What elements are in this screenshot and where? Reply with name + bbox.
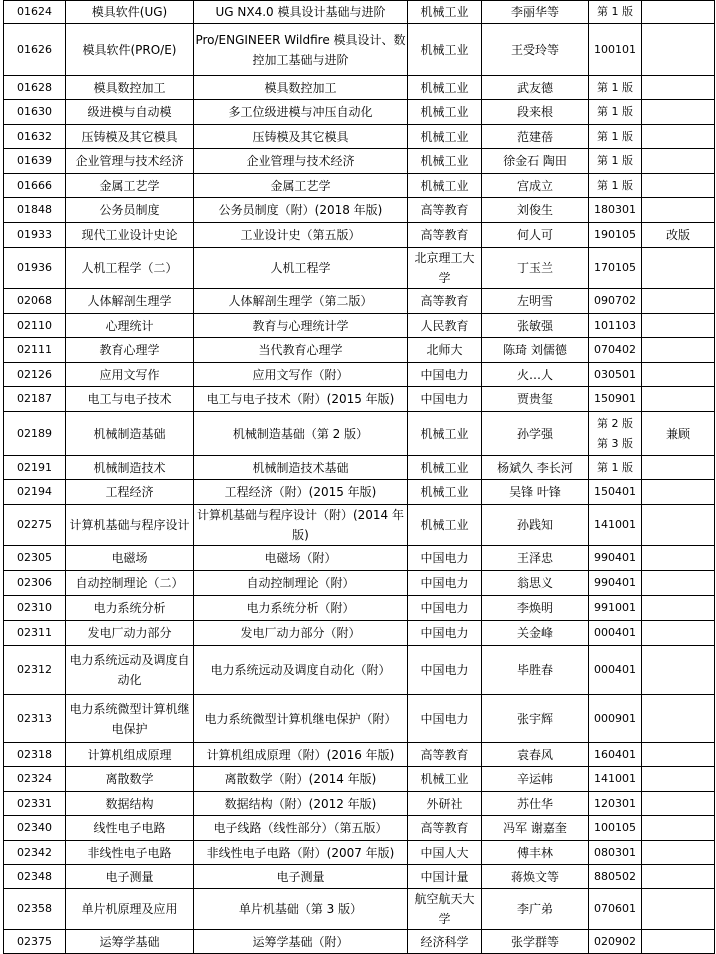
edition-cell: 第 1 版	[589, 149, 642, 174]
publisher-cell: 机械工业	[408, 149, 482, 174]
edition-cell	[589, 412, 642, 456]
table-row	[4, 571, 715, 596]
edition-cell: 070601	[589, 889, 642, 930]
author-cell: 贾贵玺	[482, 387, 589, 412]
note-cell	[642, 743, 715, 767]
textbook-title-cell: 多工位级进模与冲压自动化	[194, 100, 408, 125]
edition-cell: 100105	[589, 816, 642, 841]
course-name-cell: 计算机基础与程序设计	[66, 505, 194, 546]
edition-cell: 第 1 版	[589, 1, 642, 24]
author-cell: 王泽忠	[482, 546, 589, 571]
course-code-cell: 02068	[4, 289, 66, 314]
note-cell	[642, 767, 715, 792]
textbook-title-cell: 工业设计史（第五版）	[194, 223, 408, 248]
textbook-title-cell: 电力系统分析（附）	[194, 596, 408, 621]
edition-cell: 第 1 版	[589, 456, 642, 480]
publisher-cell: 外研社	[408, 792, 482, 816]
course-name-cell: 机械制造技术	[66, 456, 194, 480]
author-cell: 孙学强	[482, 412, 589, 456]
publisher-cell: 高等教育	[408, 198, 482, 223]
course-name-cell: 企业管理与技术经济	[66, 149, 194, 174]
textbook-title-cell: 机械制造技术基础	[194, 456, 408, 480]
course-code-cell: 02305	[4, 546, 66, 571]
note-cell	[642, 314, 715, 338]
author-cell: 袁春风	[482, 743, 589, 767]
course-code-cell: 02187	[4, 387, 66, 412]
note-cell	[642, 646, 715, 695]
textbook-title-cell: UG NX4.0 模具设计基础与进阶	[194, 1, 408, 24]
note-cell	[642, 816, 715, 841]
note-cell	[642, 505, 715, 546]
course-code-cell: 02110	[4, 314, 66, 338]
publisher-cell: 高等教育	[408, 289, 482, 314]
note-cell	[642, 865, 715, 889]
course-code-cell: 02312	[4, 646, 66, 695]
publisher-cell: 机械工业	[408, 24, 482, 76]
author-cell: 毕胜春	[482, 646, 589, 695]
author-cell: 火…人	[482, 363, 589, 387]
publisher-cell: 中国人大	[408, 841, 482, 865]
edition-cell: 141001	[589, 505, 642, 546]
author-cell: 冯军 谢嘉奎	[482, 816, 589, 841]
edition-cell: 880502	[589, 865, 642, 889]
note-cell	[642, 571, 715, 596]
edition-cell: 990401	[589, 546, 642, 571]
edition-cell: 000401	[589, 621, 642, 646]
edition-line: 第 2 版	[597, 416, 633, 430]
textbook-title-cell: 发电厂动力部分（附）	[194, 621, 408, 646]
author-cell: 左明雪	[482, 289, 589, 314]
publisher-cell: 中国电力	[408, 546, 482, 571]
note-cell	[642, 841, 715, 865]
publisher-cell: 中国电力	[408, 621, 482, 646]
edition-cell: 第 1 版	[589, 76, 642, 100]
table-row	[4, 412, 715, 456]
table-row	[4, 841, 715, 865]
textbook-title-cell: 自动控制理论（附）	[194, 571, 408, 596]
note-cell	[642, 792, 715, 816]
course-code-cell: 01624	[4, 1, 66, 24]
course-code-cell: 02191	[4, 456, 66, 480]
author-cell: 徐金石 陶田	[482, 149, 589, 174]
textbook-title-cell: 离散数学（附）(2014 年版)	[194, 767, 408, 792]
table-row	[4, 338, 715, 363]
publisher-cell: 中国电力	[408, 387, 482, 412]
publisher-cell: 中国电力	[408, 695, 482, 743]
table-row	[4, 695, 715, 743]
note-cell	[642, 149, 715, 174]
edition-cell: 100101	[589, 24, 642, 76]
textbook-title-cell: 金属工艺学	[194, 174, 408, 198]
note-cell	[642, 930, 715, 954]
publisher-cell: 机械工业	[408, 480, 482, 505]
course-name-cell: 人体解剖生理学	[66, 289, 194, 314]
edition-cell: 080301	[589, 841, 642, 865]
edition-cell: 020902	[589, 930, 642, 954]
course-code-cell: 02375	[4, 930, 66, 954]
edition-cell: 141001	[589, 767, 642, 792]
course-name-cell: 现代工业设计史论	[66, 223, 194, 248]
table-row	[4, 198, 715, 223]
note-cell	[642, 596, 715, 621]
publisher-cell: 北京理工大学	[408, 248, 482, 289]
publisher-cell: 机械工业	[408, 76, 482, 100]
edition-cell: 000401	[589, 646, 642, 695]
publisher-cell: 中国计量	[408, 865, 482, 889]
table-row	[4, 76, 715, 100]
textbook-title-cell: 电力系统远动及调度自动化（附）	[194, 646, 408, 695]
table-row	[4, 248, 715, 289]
textbook-title-cell: 当代教育心理学	[194, 338, 408, 363]
textbook-title-cell: Pro/ENGINEER Wildfire 模具设计、数控加工基础与进阶	[194, 24, 408, 76]
textbook-title-cell: 电子线路（线性部分）（第五版）	[194, 816, 408, 841]
note-cell	[642, 248, 715, 289]
table-row	[4, 223, 715, 248]
course-name-cell: 离散数学	[66, 767, 194, 792]
publisher-cell: 航空航天大学	[408, 889, 482, 930]
note-cell	[642, 889, 715, 930]
publisher-cell: 机械工业	[408, 1, 482, 24]
course-name-cell: 压铸模及其它模具	[66, 125, 194, 149]
textbook-title-cell: 电磁场（附）	[194, 546, 408, 571]
note-cell	[642, 198, 715, 223]
course-name-cell: 计算机组成原理	[66, 743, 194, 767]
textbook-title-cell: 计算机基础与程序设计（附）(2014 年版)	[194, 505, 408, 546]
publisher-cell: 中国电力	[408, 571, 482, 596]
textbook-title-cell: 企业管理与技术经济	[194, 149, 408, 174]
note-cell	[642, 546, 715, 571]
textbook-title-cell: 单片机基础（第 3 版）	[194, 889, 408, 930]
note-cell	[642, 1, 715, 24]
course-code-cell: 01628	[4, 76, 66, 100]
course-name-cell: 电子测量	[66, 865, 194, 889]
table-row	[4, 387, 715, 412]
note-cell	[642, 363, 715, 387]
textbook-title-cell: 电子测量	[194, 865, 408, 889]
course-name-cell: 人机工程学（二）	[66, 248, 194, 289]
note-cell	[642, 76, 715, 100]
publisher-cell: 经济科学	[408, 930, 482, 954]
course-name-cell: 工程经济	[66, 480, 194, 505]
edition-line: 第 3 版	[597, 436, 633, 450]
course-name-cell: 模具软件(PRO/E)	[66, 24, 194, 76]
course-name-cell: 公务员制度	[66, 198, 194, 223]
edition-cell: 160401	[589, 743, 642, 767]
author-cell: 翁思义	[482, 571, 589, 596]
course-code-cell: 02340	[4, 816, 66, 841]
textbook-title-cell: 计算机组成原理（附）(2016 年版)	[194, 743, 408, 767]
edition-cell: 030501	[589, 363, 642, 387]
course-name-cell: 模具数控加工	[66, 76, 194, 100]
textbook-title-cell: 机械制造基础（第 2 版）	[194, 412, 408, 456]
publisher-cell: 高等教育	[408, 223, 482, 248]
edition-cell: 第 1 版	[589, 125, 642, 149]
course-name-cell: 机械制造基础	[66, 412, 194, 456]
edition-cell: 190105	[589, 223, 642, 248]
course-code-cell: 02311	[4, 621, 66, 646]
note-cell: 兼顾	[642, 412, 715, 456]
note-cell	[642, 456, 715, 480]
note-cell	[642, 387, 715, 412]
note-cell	[642, 338, 715, 363]
publisher-cell: 机械工业	[408, 456, 482, 480]
table-row	[4, 480, 715, 505]
textbook-title-cell: 公务员制度（附）(2018 年版)	[194, 198, 408, 223]
edition-cell: 990401	[589, 571, 642, 596]
author-cell: 李丽华等	[482, 1, 589, 24]
note-cell	[642, 174, 715, 198]
textbook-title-cell: 人体解剖生理学（第二版）	[194, 289, 408, 314]
edition-cell: 000901	[589, 695, 642, 743]
author-cell: 张学群等	[482, 930, 589, 954]
publisher-cell: 中国电力	[408, 596, 482, 621]
table-row	[4, 1, 715, 24]
author-cell: 段来根	[482, 100, 589, 125]
table-row	[4, 24, 715, 76]
course-code-cell: 02342	[4, 841, 66, 865]
edition-cell: 090702	[589, 289, 642, 314]
edition-cell: 150401	[589, 480, 642, 505]
author-cell: 武友德	[482, 76, 589, 100]
table-row	[4, 816, 715, 841]
course-name-cell: 教育心理学	[66, 338, 194, 363]
course-name-cell: 心理统计	[66, 314, 194, 338]
course-name-cell: 应用文写作	[66, 363, 194, 387]
note-cell	[642, 480, 715, 505]
course-code-cell: 01848	[4, 198, 66, 223]
author-cell: 丁玉兰	[482, 248, 589, 289]
course-code-cell: 02358	[4, 889, 66, 930]
course-code-cell: 02318	[4, 743, 66, 767]
table-row	[4, 100, 715, 125]
textbook-title-cell: 运筹学基础（附）	[194, 930, 408, 954]
table-row	[4, 363, 715, 387]
textbook-title-cell: 数据结构（附）(2012 年版)	[194, 792, 408, 816]
course-name-cell: 线性电子电路	[66, 816, 194, 841]
course-name-cell: 数据结构	[66, 792, 194, 816]
course-name-cell: 发电厂动力部分	[66, 621, 194, 646]
course-name-cell: 模具软件(UG)	[66, 1, 194, 24]
course-code-cell: 01666	[4, 174, 66, 198]
author-cell: 辛运帏	[482, 767, 589, 792]
table-row	[4, 174, 715, 198]
author-cell: 苏仕华	[482, 792, 589, 816]
table-row	[4, 743, 715, 767]
table-row	[4, 767, 715, 792]
table-row	[4, 646, 715, 695]
table-row	[4, 621, 715, 646]
author-cell: 陈琦 刘儒德	[482, 338, 589, 363]
edition-cell: 070402	[589, 338, 642, 363]
author-cell: 杨斌久 李长河	[482, 456, 589, 480]
course-name-cell: 非线性电子电路	[66, 841, 194, 865]
edition-cell: 180301	[589, 198, 642, 223]
textbook-title-cell: 应用文写作（附）	[194, 363, 408, 387]
textbook-title-cell: 教育与心理统计学	[194, 314, 408, 338]
course-code-cell: 02189	[4, 412, 66, 456]
table-row	[4, 505, 715, 546]
publisher-cell: 机械工业	[408, 125, 482, 149]
course-name-cell: 金属工艺学	[66, 174, 194, 198]
publisher-cell: 机械工业	[408, 100, 482, 125]
edition-cell: 150901	[589, 387, 642, 412]
author-cell: 宫成立	[482, 174, 589, 198]
textbook-title-cell: 人机工程学	[194, 248, 408, 289]
table-body	[4, 1, 715, 954]
course-code-cell: 02313	[4, 695, 66, 743]
course-code-cell: 02331	[4, 792, 66, 816]
table-row	[4, 546, 715, 571]
publisher-cell: 高等教育	[408, 816, 482, 841]
course-code-cell: 02310	[4, 596, 66, 621]
edition-cell: 101103	[589, 314, 642, 338]
edition-cell: 170105	[589, 248, 642, 289]
course-name-cell: 电力系统分析	[66, 596, 194, 621]
course-code-cell: 02348	[4, 865, 66, 889]
author-cell: 刘俊生	[482, 198, 589, 223]
textbook-title-cell: 电工与电子技术（附）(2015 年版)	[194, 387, 408, 412]
publisher-cell: 机械工业	[408, 767, 482, 792]
author-cell: 王受玲等	[482, 24, 589, 76]
table-row	[4, 596, 715, 621]
note-cell	[642, 621, 715, 646]
table-row	[4, 289, 715, 314]
publisher-cell: 人民教育	[408, 314, 482, 338]
edition-cell: 第 1 版	[589, 174, 642, 198]
textbook-title-cell: 模具数控加工	[194, 76, 408, 100]
course-code-cell: 01632	[4, 125, 66, 149]
note-cell	[642, 695, 715, 743]
course-name-cell: 运筹学基础	[66, 930, 194, 954]
edition-cell: 第 1 版	[589, 100, 642, 125]
course-name-cell: 电磁场	[66, 546, 194, 571]
textbook-title-cell: 非线性电子电路（附）(2007 年版)	[194, 841, 408, 865]
table-row	[4, 865, 715, 889]
publisher-cell: 高等教育	[408, 743, 482, 767]
course-code-cell: 01933	[4, 223, 66, 248]
author-cell: 张宇辉	[482, 695, 589, 743]
course-code-cell: 01936	[4, 248, 66, 289]
publisher-cell: 机械工业	[408, 505, 482, 546]
course-code-cell: 02306	[4, 571, 66, 596]
author-cell: 范建蓓	[482, 125, 589, 149]
course-code-cell: 02275	[4, 505, 66, 546]
course-name-cell: 自动控制理论（二）	[66, 571, 194, 596]
publisher-cell: 北师大	[408, 338, 482, 363]
textbook-title-cell: 电力系统微型计算机继电保护（附）	[194, 695, 408, 743]
course-name-cell: 级进模与自动模	[66, 100, 194, 125]
author-cell: 李广弟	[482, 889, 589, 930]
author-cell: 蒋焕文等	[482, 865, 589, 889]
edition-cell: 991001	[589, 596, 642, 621]
table-row	[4, 149, 715, 174]
course-code-cell: 02194	[4, 480, 66, 505]
textbook-title-cell: 工程经济（附）(2015 年版)	[194, 480, 408, 505]
publisher-cell: 机械工业	[408, 412, 482, 456]
textbook-table	[3, 0, 715, 954]
author-cell: 关金峰	[482, 621, 589, 646]
table-row	[4, 456, 715, 480]
note-cell: 改版	[642, 223, 715, 248]
table-row	[4, 889, 715, 930]
course-code-cell: 01639	[4, 149, 66, 174]
note-cell	[642, 100, 715, 125]
publisher-cell: 中国电力	[408, 363, 482, 387]
course-name-cell: 电工与电子技术	[66, 387, 194, 412]
course-code-cell: 02324	[4, 767, 66, 792]
course-code-cell: 01626	[4, 24, 66, 76]
author-cell: 李焕明	[482, 596, 589, 621]
course-name-cell: 电力系统微型计算机继电保护	[66, 695, 194, 743]
author-cell: 孙践知	[482, 505, 589, 546]
author-cell: 傅丰林	[482, 841, 589, 865]
table-row	[4, 792, 715, 816]
course-code-cell: 01630	[4, 100, 66, 125]
note-cell	[642, 125, 715, 149]
table-row	[4, 314, 715, 338]
table-row	[4, 125, 715, 149]
course-name-cell: 电力系统远动及调度自动化	[66, 646, 194, 695]
author-cell: 何人可	[482, 223, 589, 248]
note-cell	[642, 24, 715, 76]
table-row	[4, 930, 715, 954]
course-name-cell: 单片机原理及应用	[66, 889, 194, 930]
course-code-cell: 02126	[4, 363, 66, 387]
textbook-title-cell: 压铸模及其它模具	[194, 125, 408, 149]
author-cell: 吴锋 叶锋	[482, 480, 589, 505]
course-code-cell: 02111	[4, 338, 66, 363]
publisher-cell: 机械工业	[408, 174, 482, 198]
note-cell	[642, 289, 715, 314]
author-cell: 张敏强	[482, 314, 589, 338]
publisher-cell: 中国电力	[408, 646, 482, 695]
edition-cell: 120301	[589, 792, 642, 816]
